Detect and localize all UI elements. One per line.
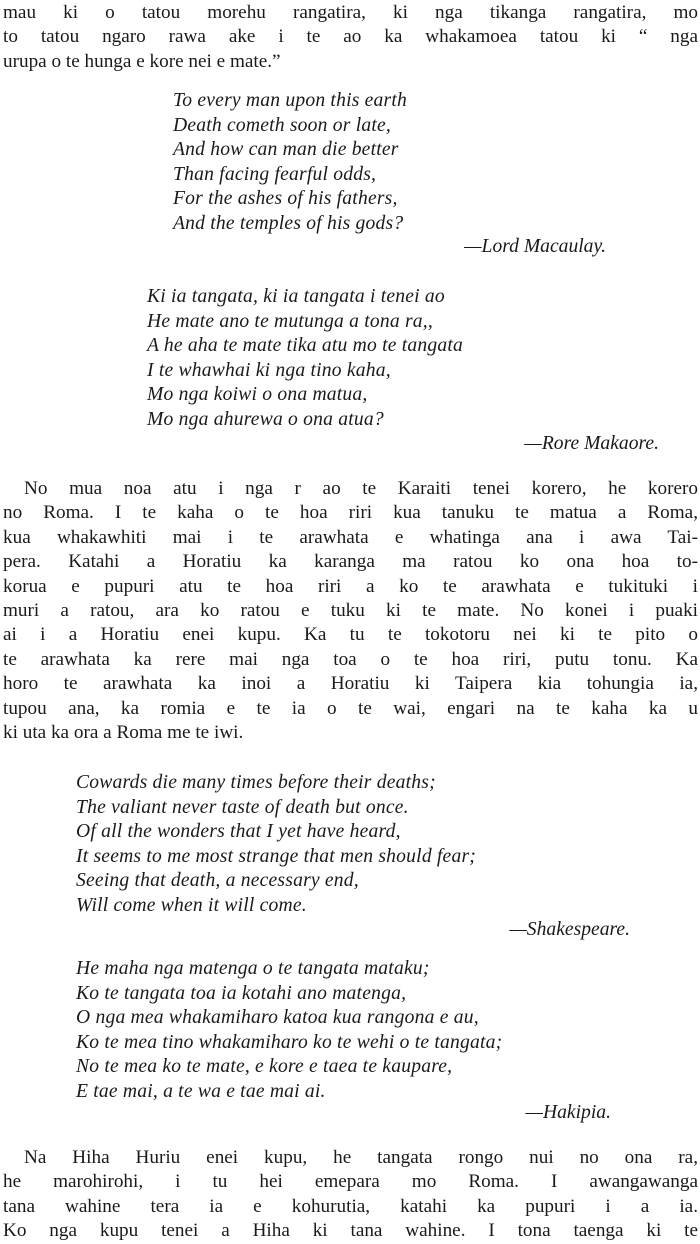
text-line: urupa o te hunga e kore nei e mate.” [3,50,281,72]
paragraph-opening [3,1,698,74]
verse-line: To every man upon this earth [173,90,407,111]
text-line: No mua noa atu i nga r ao te Karaiti tenei korero, he korero [24,478,698,499]
verse-line: And how can man die better [173,139,399,161]
verse-line: And the temples of his gods? [173,212,404,234]
text-line: mau ki o tatou morehu rangatira, ki nga tikanga rangatira, mo [3,2,698,23]
text-line: no Roma. I te kaha o te hoa riri kua tanuku te matua a Roma, [3,502,698,524]
poem-shakespeare [76,771,476,919]
verse-line: E tae mai, a te wa e tae mai ai. [76,1080,326,1102]
poem-macaulay [173,89,407,237]
text-line: te arawhata ka rere mai nga toa o te hoa riri, putu tonu. Ka [3,648,698,670]
text-line: tana wahine tera ia e kohurutia, katahi ka pupuri i a ia. [3,1195,698,1217]
text-line: Ko nga kupu tenei a Hiha ki tana wahine. I tona taenga ki te [3,1220,698,1242]
text-line: ki uta ka ora a Roma me te iwi. [3,722,244,744]
verse-line: Seeing that death, a necessary end, [76,870,359,892]
verse-line: He mate ano te mutunga a tona ra,, [147,310,433,332]
verse-line: Than facing fearful odds, [173,163,377,185]
verse-line: Ko te mea tino whakamiharo ko te wehi o te tangata; [76,1031,503,1053]
verse-line: The valiant never taste of death but once. [76,796,409,818]
text-line: kua whakawhiti mai i te arawhata e whatinga ana i awa Tai- [3,526,698,548]
verse-line: Death cometh soon or late, [173,114,391,136]
verse-line: Mo nga ahurewa o ona atua? [147,408,384,430]
text-line: horo te arawhata ka inoi a Horatiu ki Taipera kia tohungia ia, [3,673,698,695]
verse-line: Of all the wonders that I yet have heard, [76,821,401,843]
verse-line: O nga mea whakamiharo katoa kua rangona e au, [76,1007,479,1029]
poem-hakipia [76,957,502,1105]
text-line: ai i a Horatiu enei kupu. Ka tu te tokotoru nei ki te pito o [3,624,698,646]
paragraph-caesar [3,1146,698,1244]
verse-line: He maha nga matenga o te tangata mataku; [76,958,430,979]
verse-line: Cowards die many times before their deaths; [76,772,436,793]
paragraph-horatius [3,477,698,745]
attribution-hakipia: —Hakipia. [525,1102,611,1123]
verse-line: A he aha te mate tika atu mo te tangata [147,335,463,357]
text-line: he marohirohi, i tu hei emepara mo Roma. I awangawanga [3,1171,698,1193]
text-line: muri a ratou, ara ko ratou e tuku ki te mate. No konei i puaki [3,600,698,622]
text-line: pera. Katahi a Horatiu ka karanga ma ratou ko ona hoa to- [3,551,698,573]
verse-line: It seems to me most strange that men should fear; [76,845,477,867]
attribution-macaulay: —Lord Macaulay. [464,236,606,257]
verse-line: No te mea ko te mate, e kore e taea te kaupare, [76,1056,453,1078]
verse-line: Will come when it will come. [76,894,307,916]
verse-line: Ki ia tangata, ki ia tangata i tenei ao [147,286,445,307]
text-line: korua e pupuri atu te hoa riri a ko te arawhata e tukituki i [3,575,698,597]
verse-line: I te whawhai ki nga tino kaha, [147,359,391,381]
text-line: to tatou ngaro rawa ake i te ao ka whakamoea tatou ki “ nga [3,26,698,48]
text-line: tupou ana, ka romia e te ia o te wai, engari na te kaha ka u [3,697,698,719]
verse-line: Ko te tangata toa ia kotahi ano matenga, [76,982,407,1004]
attribution-makaore: —Rore Makaore. [524,433,659,454]
poem-makaore [147,285,463,433]
verse-line: Mo nga koiwi o ona matua, [147,384,368,406]
text-line: Na Hiha Huriu enei kupu, he tangata rongo nui no ona ra, [24,1147,698,1168]
attribution-shakespeare: —Shakespeare. [509,919,630,940]
verse-line: For the ashes of his fathers, [173,188,398,210]
